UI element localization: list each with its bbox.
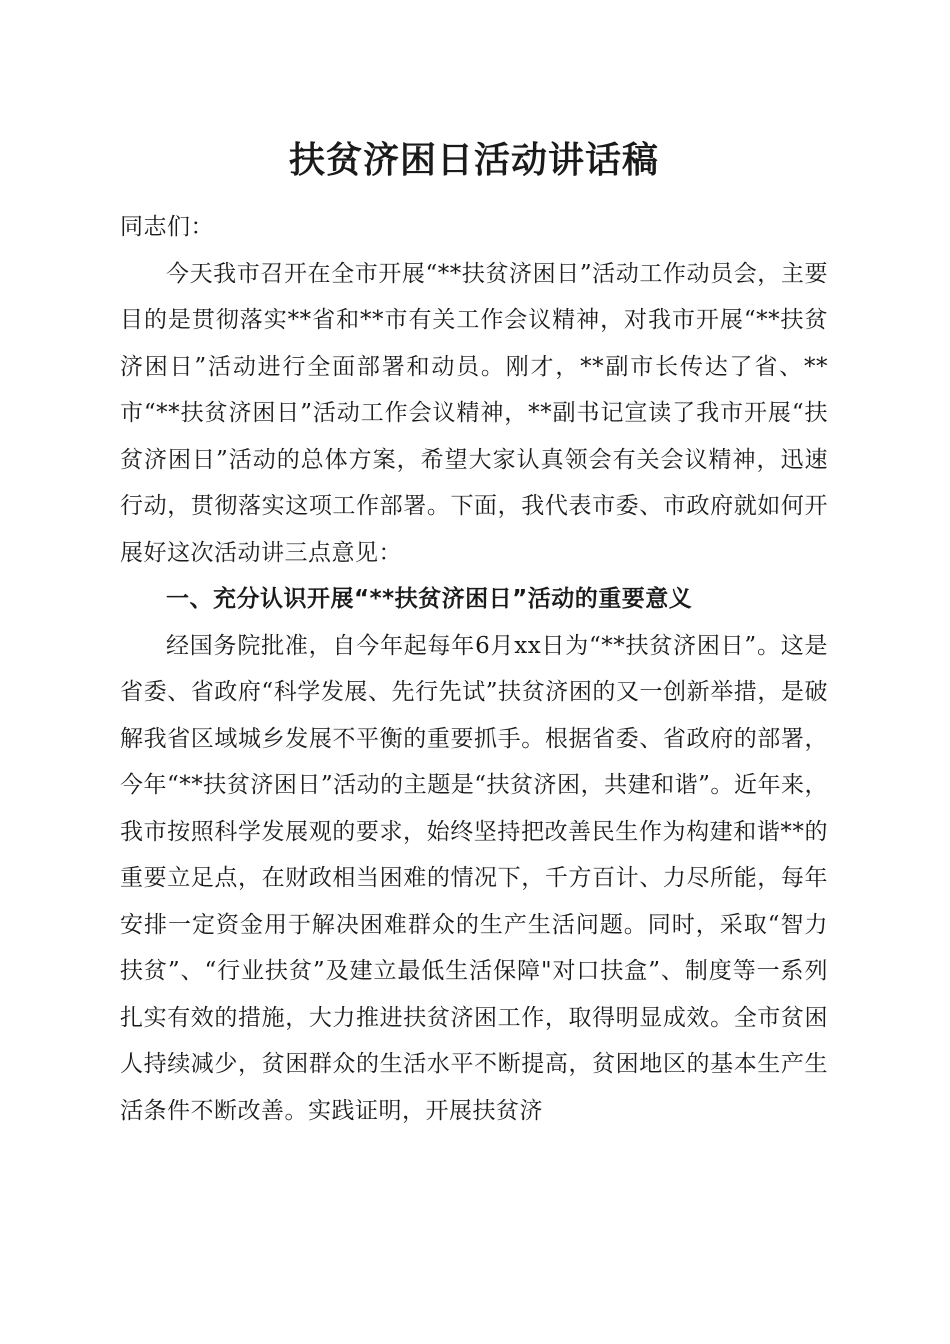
document-body <box>120 204 828 1134</box>
salutation: 同志们： <box>120 214 214 240</box>
document-title: 扶贫济困日活动讲话稿 <box>288 139 659 181</box>
paragraph-intro: 今天我市召开在全市开展“**扶贫济困日”活动工作动员会，主要目的是贯彻落实**省和**市有关工作会议精神，对我市开展“**扶贫济困日”活动进行全面部署和动员。刚才，**副市长传达了省、**市“**扶贫济困日”活动工作会议精神，**副书记宣读了我市开展“扶贫济困日”活动的总体方案，希望大家认真领会有关会议精神，迅速行动，贯彻落实这项工作部署。下面，我代表市委、市政府就如何开展好这次活动讲三点意见： <box>120 260 828 566</box>
section-heading-1: 一、充分认识开展“**扶贫济困日”活动的重要意义 <box>166 586 693 612</box>
paragraph-significance: 经国务院批准，自今年起每年6月xx日为“**扶贫济困日”。这是省委、省政府“科学发展、先行先试”扶贫济困的又一创新举措，是破解我省区域城乡发展不平衡的重要抓手。根据省委、省政府的部署，今年“**扶贫济困日”活动的主题是“扶贫济困，共建和谐”。近年来，我市按照科学发展观的要求，始终坚持把改善民生作为构建和谐**的重要立足点，在财政相当困难的情况下，千方百计、力尽所能，每年安排一定资金用于解决困难群众的生产生活问题。同时，采取“智力扶贫”、“行业扶贫”及建立最低生活保障"对口扶盒”、制度等一系列扎实有效的措施，大力推进扶贫济困工作，取得明显成效。全市贫困人持续减少，贫困群众的生活水平不断提高，贫困地区的基本生产生活条件不断改善。实践证明，开展扶贫济 <box>120 632 828 1124</box>
